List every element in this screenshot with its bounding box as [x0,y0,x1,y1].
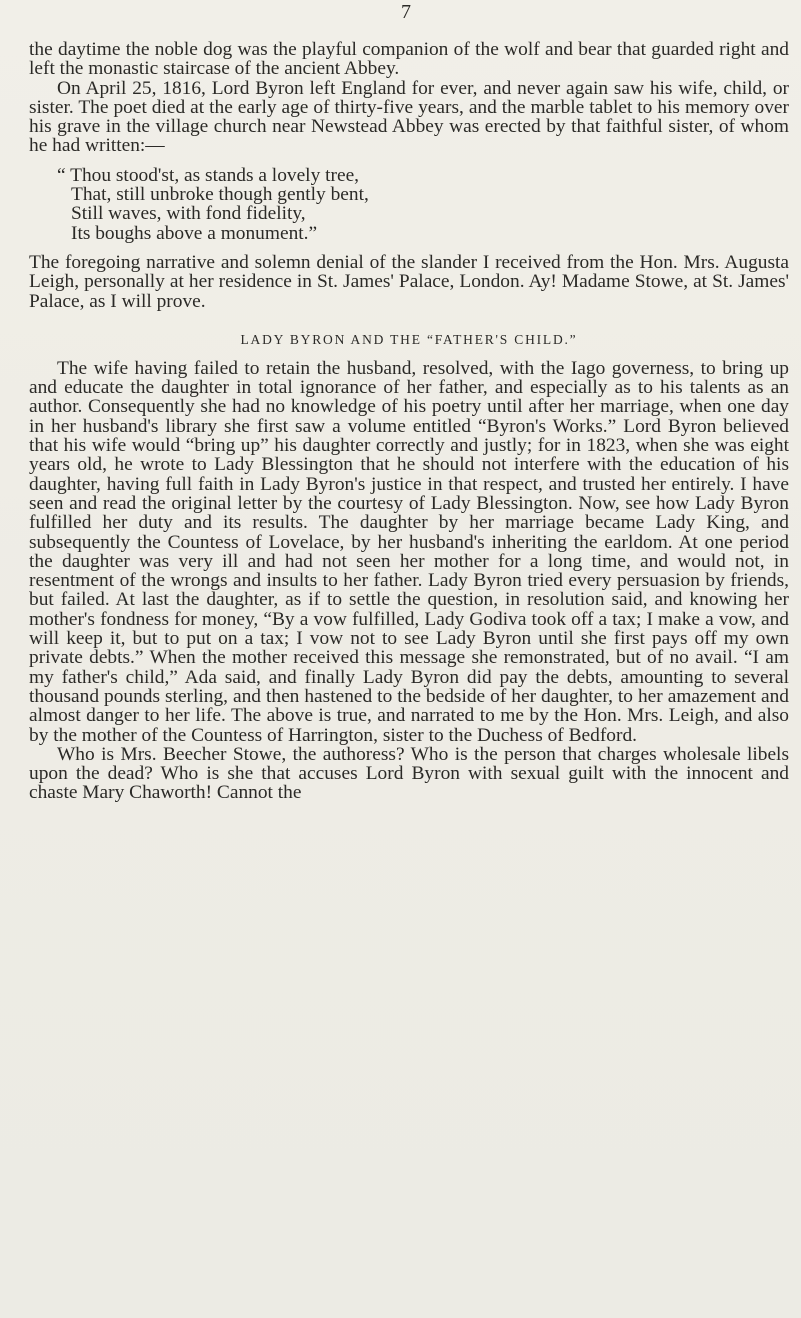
page-body [29,40,789,803]
paragraph-daughter: The wife having failed to retain the husband, resolved, with the Iago governess, to bring up and educate the daughter in total ignorance of her father, and especially as to his talents as an author. Consequently she had no knowledge of his poetry until after her marriage, when one day in her husband's library she first saw a volume entitled “Byron's Works.” Lord Byron believed that his wife would “bring up” his daughter correctly and justly; for in 1823, when she was eight years old, he wrote to Lady Blessington that he should not interfere with the education of his daughter, having full faith in Lady Byron's justice in that respect, and trusted her entirely. I have seen and read the original letter by the courtesy of Lady Blessington. Now, see how Lady Byron fulfilled her duty and its results. The daughter by her marriage became Lady King, and subsequently the Countess of Lovelace, by her husband's inheriting the earldom. At one period the daughter was very ill and had not seen her mother for a long time, and would not, in resentment of the wrongs and insults to her father. Lady Byron tried every persuasion by friends, but failed. At last the daughter, as if to settle the question, in resolution said, and knowing her mother's fondness for money, “By a vow fulfilled, Lady Godiva took off a tax; I make a vow, and will keep it, but to put on a tax; I vow not to see Lady Byron until she first pays off my own private debts.” When the mother received this message she remonstrated, but of no avail. “I am my father's child,” Ada said, and finally Lady Byron did pay the debts, amounting to several thousand pounds sterling, and then hastened to the bedside of her daughter, to her amazement and almost danger to her life. The above is true, and narrated to me by the Hon. Mrs. Leigh, and also by the mother of the Countess of Harrington, sister to the Duchess of Bedford. [29,357,789,746]
poem-line: Its boughs above a monument.” [71,222,318,244]
paragraph-denial: The foregoing narrative and solemn denial of the slander I received from the Hon. Mrs. Augusta Leigh, personally at her residence in St. James' Palace, London. Ay! Madame Stowe, at St. James' Palace, as I will prove. [29,251,789,312]
paragraph-continuation: the daytime the noble dog was the playful companion of the wolf and bear that guarded right and left the monastic staircase of the ancient Abbey. [29,39,789,80]
page-number: 7 [401,1,411,23]
poem-line: Still waves, with fond fidelity, [71,203,306,225]
poem-line: “ Thou stood'st, as stands a lovely tree, [57,164,360,186]
poem-line: That, still unbroke though gently bent, [71,184,369,206]
poem-quotation [57,166,789,243]
paragraph-questions: Who is Mrs. Beecher Stowe, the authoress? Who is the person that charges wholesale libels upon the dead? Who is she that accuses Lord Byron with sexual guilt with the innocent and chaste Mary Chaworth! Cannot the [29,743,789,804]
section-heading: LADY BYRON AND THE “FATHER'S CHILD.” [240,331,578,347]
paragraph-byron-departure: On April 25, 1816, Lord Byron left England for ever, and never again saw his wife, child, or sister. The poet died at the early age of thirty-five years, and the marble tablet to his memory over his grave in the village church near Newstead Abbey was erected by that faithful sister, of whom he had written:— [29,77,789,157]
